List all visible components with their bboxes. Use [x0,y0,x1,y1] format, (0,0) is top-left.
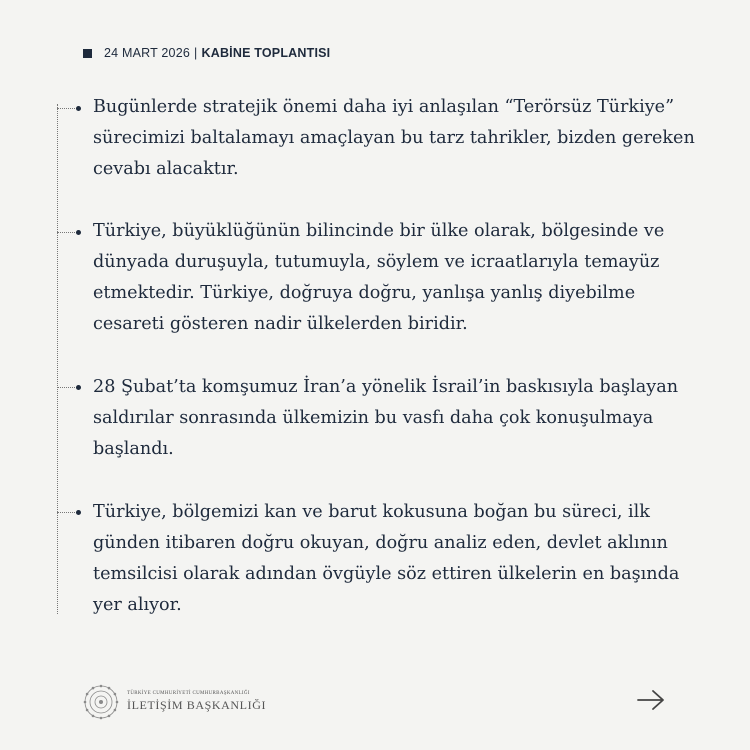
logo-text: İLETİŞİM BAŞKANLIĞI [127,698,267,712]
paragraph-1: Bugünlerde stratejik önemi daha iyi anlaşılan “Terörsüz Türkiye” sürecimizi baltalamayı amaçlayan bu tarz tahrikler, bizden gereken cevabı alacaktır. [93,97,695,179]
arrow-right-icon [636,688,666,712]
bullet-dot-icon [76,106,81,111]
bullet-marker [57,232,79,234]
bullet-dot-icon [76,510,81,515]
emblem-icon [83,684,119,720]
header-topic: KABİNE TOPLANTISI [201,46,331,60]
page-header [83,46,330,60]
logo-small-text: TÜRKİYE CUMHURİYETİ CUMHURBAŞKANLIĞI [127,691,250,696]
header-separator: | [194,46,198,60]
paragraph-3: 28 Şubat’ta komşumuz İran’a yönelik İsrail’in baskısıyla başlayan saldırılar sonrasında ülkemizin bu vasfı daha çok konuşulmaya başlandı. [93,377,679,459]
paragraph-4: Türkiye, bölgemizi kan ve barut kokusuna boğan bu süreci, ilk günden itibaren doğru okuyan, doğru analiz eden, devlet aklının temsilcisi olarak adından övgüyle söz ettiren ülkelerin en başında yer alıyor. [93,502,680,615]
paragraph-2: Türkiye, büyüklüğünün bilincinde bir ülke olarak, bölgesinde ve dünyada duruşuyla, tutumuyla, söylem ve icraatlarıyla temayüz etmektedir. Türkiye, doğruya doğru, yanlışa yanlış diyebilme cesareti gösteren nadir ülkelerden biridir. [93,221,665,334]
bullet-marker [57,512,79,514]
timeline-line [57,104,58,614]
bullet-marker [57,387,79,389]
header-square-icon [83,49,92,58]
header-date: 24 MART 2026 [104,46,191,60]
next-arrow-button[interactable] [636,688,666,716]
bullet-dot-icon [76,230,81,235]
bullet-dot-icon [76,385,81,390]
bullet-marker [57,108,79,110]
footer-logo [83,684,266,720]
